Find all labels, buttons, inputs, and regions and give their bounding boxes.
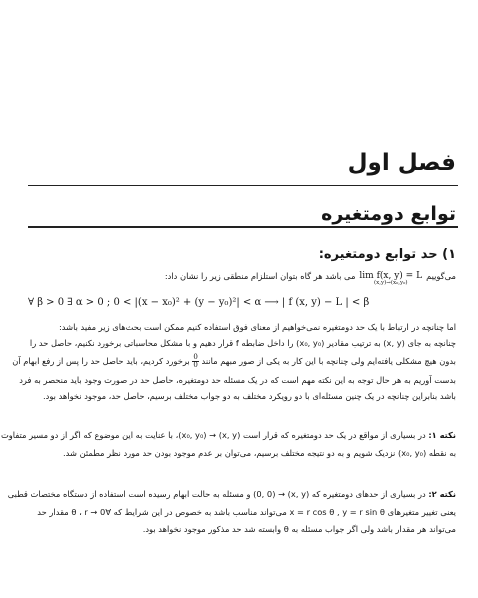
section-divider: [28, 226, 458, 228]
note2-line1: [7, 488, 456, 500]
definition-intro-left: می باشد هر گاه بتوان استلزام منطقی زیر را نشان داد:: [164, 271, 356, 281]
note1-line2: به نقطه (x₀, y₀) نزدیک شویم و به دو نتیجه مختلف برسیم، می‌توان بر عدم موجود بودن حد مورد نظر مطمئن شد.: [63, 448, 456, 458]
limit-main: lim f(x, y) = L: [359, 271, 423, 281]
note1-label: نکته ۱:: [428, 430, 456, 440]
paragraph1-line5: باشد بنابراین چنانچه در یک چنین مسئله‌ای با دو رویکرد مختلف به دو جواب مختلف برسیم، حاصل حد، موجود نخواهد بود.: [43, 391, 456, 401]
subsection-title: ۱) حد توابع دومتغیره:: [318, 247, 456, 262]
paragraph1-line3-start: بدون هیچ مشکلی یافته‌ایم ولی چنانچه با این کار به یکی از صور مبهم مانند: [201, 356, 456, 366]
chapter-divider: [28, 185, 458, 186]
limit-expression: [359, 271, 422, 286]
definition-intro: [165, 271, 456, 286]
note1-line1: [0, 429, 456, 441]
fraction-numerator: 0: [193, 353, 198, 361]
note2-line3: می‌تواند هر مقدار باشد ولی اگر جواب مسئله به θ وابسته شد حد مذکور موجود نخواهد بود.: [142, 524, 456, 534]
indeterminate-fraction: [192, 354, 198, 369]
note2-text1: در بسیاری از حدهای دومتغیره که (x, y) → (0, 0) و مسئله به حالت ابهام رسیده است استفاده از دستگاه مختصات قطبی: [7, 489, 426, 499]
paragraph1-line1: اما چنانچه در ارتباط با یک حد دومتغیره نمی‌خواهیم از معنای فوق استفاده کنیم ممکن است بحث‌های زیر مفید باشد:: [58, 322, 456, 332]
section-title: توابع دومتغیره: [321, 203, 456, 225]
paragraph1-line3: [12, 353, 456, 369]
paragraph1-line2: چنانچه به جای (x, y) به ترتیب مقادیر (x₀, y₀) را داخل ضابطه f قرار دهیم و با مشکل محاسباتی برخورد نکنیم، حاصل حد را: [29, 338, 456, 348]
paragraph1-line4: بدست آوریم به هر حال توجه به این نکته مهم است که در یک مسئله حد دومتغیره، حاصل حد در صورت وجود باید منحصر به فرد: [19, 375, 456, 385]
epsilon-delta-formula: ∀ β > 0 ∃ α > 0 ; 0 < |(x − x₀)² + (y − y₀)²| < α ⟶ | f (x, y) − L | < β: [28, 297, 370, 308]
note1-text1: در بسیاری از مواقع در یک حد دومتغیره که قرار است (x, y) → (x₀, y₀)، با عنایت به این موضوع که اگر از دو مسیر متفاوت: [0, 430, 426, 440]
limit-subscript: (x,y)→(x₀,y₀): [373, 280, 408, 286]
note2-line2: یعنی تغییر متغیرهای x = r cos θ , y = r sin θ می‌تواند مناسب باشد به خصوص در این شرایط که ∀θ ، r → 0 مقدار حد: [37, 507, 456, 517]
definition-intro-right: می‌گوییم: [426, 271, 456, 281]
fraction-denominator: 0: [193, 361, 198, 369]
note2-label: نکته ۲:: [428, 489, 456, 499]
paragraph1-line3-end: برخورد کردیم، باید حاصل حد را پس از رفع ابهام آن: [12, 356, 190, 366]
chapter-title: فصل اول: [347, 150, 456, 176]
